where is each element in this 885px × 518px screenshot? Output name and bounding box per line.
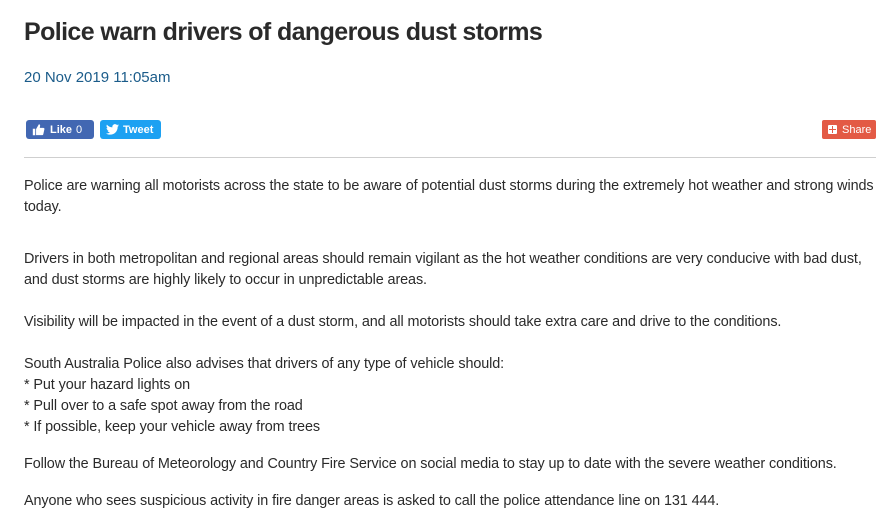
article-paragraph: Visibility will be impacted in the event of a dust storm, and all motorists should take extra care and drive to the conditions. <box>24 314 782 330</box>
article-paragraph: Anyone who sees suspicious activity in fire danger areas is asked to call the police attendance line on 131 444. <box>24 493 720 509</box>
facebook-like-label: Like <box>50 123 73 136</box>
share-label: Share <box>842 123 872 136</box>
advice-list <box>24 354 876 438</box>
tweet-label: Tweet <box>123 123 154 136</box>
article-paragraph: Follow the Bureau of Meteorology and Country Fire Service on social media to stay up to date with the severe weather conditions. <box>24 456 837 472</box>
divider <box>24 157 876 158</box>
article-title: Police warn drivers of dangerous dust storms <box>24 18 543 46</box>
facebook-like-count: 0 <box>76 123 83 136</box>
article-paragraph: Police are warning all motorists across the state to be aware of potential dust storms during the extremely hot weather and strong winds today. <box>24 178 874 215</box>
advice-intro: South Australia Police also advises that drivers of any type of vehicle should: <box>24 356 505 372</box>
twitter-bird-icon <box>106 124 119 135</box>
facebook-like-button[interactable] <box>26 120 94 139</box>
social-share-bar <box>24 119 876 141</box>
article-date: 20 Nov 2019 11:05am <box>24 69 171 86</box>
advice-item: * If possible, keep your vehicle away from trees <box>24 419 320 435</box>
advice-item: * Put your hazard lights on <box>24 377 191 393</box>
article-paragraph: Drivers in both metropolitan and regional areas should remain vigilant as the hot weather conditions are very conducive with bad dust, and dust storms are highly likely to occur in unpredictable areas. <box>24 251 862 288</box>
tweet-button[interactable] <box>100 120 161 139</box>
thumbs-up-icon <box>32 123 45 136</box>
plus-icon <box>828 125 837 134</box>
advice-item: * Pull over to a safe spot away from the road <box>24 398 303 414</box>
share-button[interactable] <box>822 120 876 139</box>
